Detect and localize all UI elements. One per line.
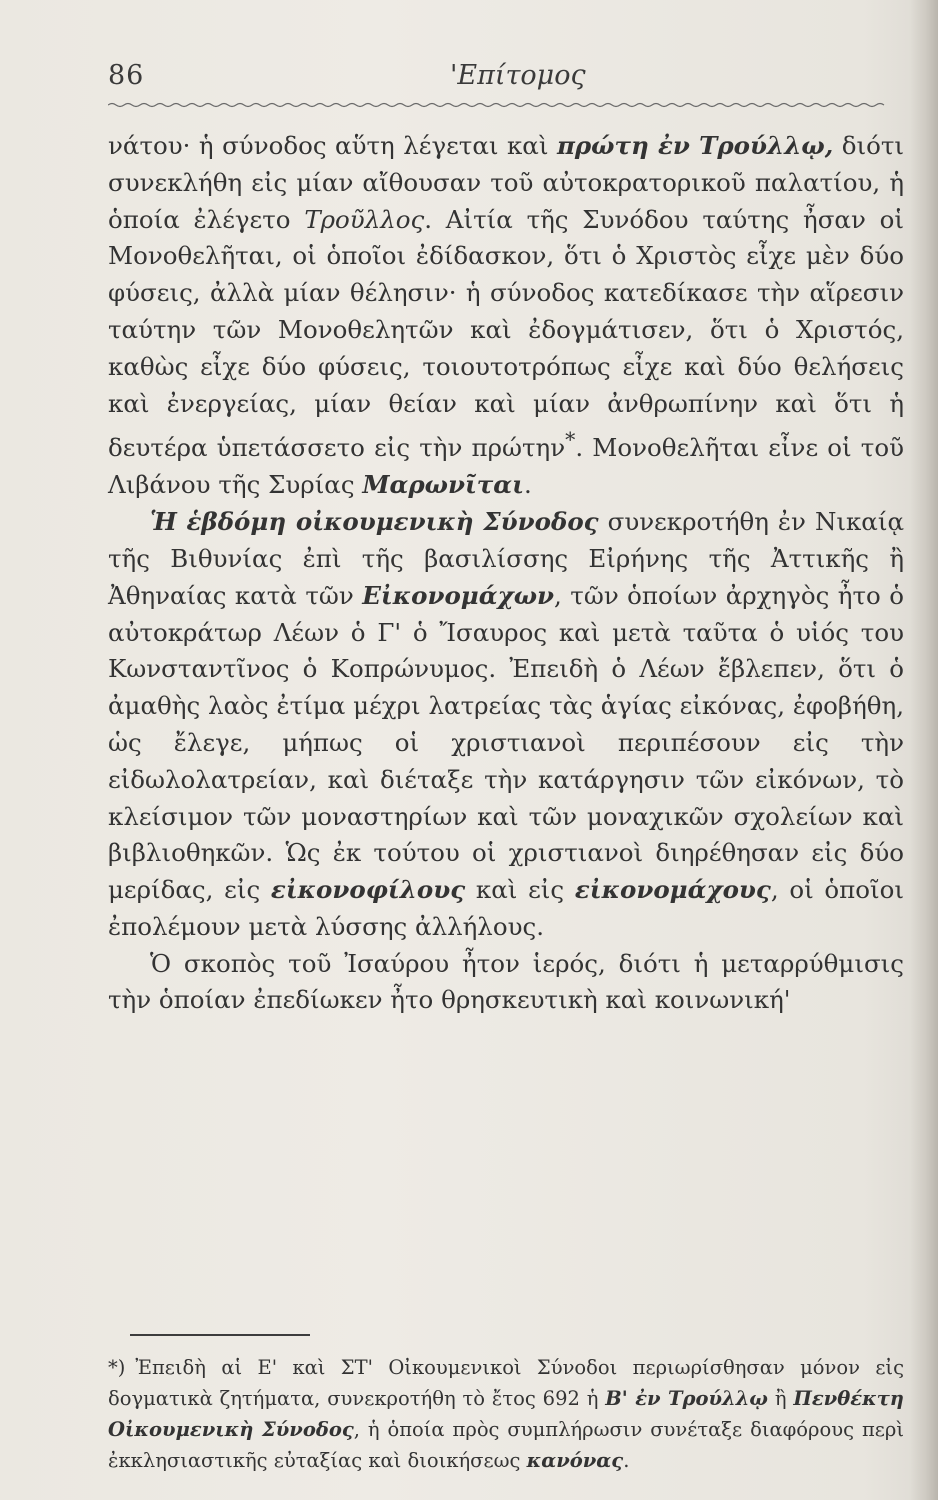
paragraph-trullo-council bbox=[108, 128, 904, 504]
page-edge-shadow bbox=[910, 0, 938, 1500]
text-span: συνεκροτήθη ἐν Νικαίᾳ τῆς Βιθυνίας ἐπὶ τῆς βασιλίσσης Εἰρήνης τῆς Ἀττικῆς ἢ Ἀθηναίας κατὰ τῶν bbox=[108, 507, 904, 610]
running-head bbox=[108, 58, 886, 98]
page-number: 86 bbox=[108, 60, 145, 91]
emphasis-text: κανόνας bbox=[526, 1449, 624, 1472]
footnote-divider bbox=[130, 1334, 310, 1336]
emphasis-text: εἰκονοφίλους bbox=[270, 875, 466, 905]
text-span: ἢ bbox=[767, 1387, 794, 1410]
body-text bbox=[108, 128, 904, 1019]
text-span: διότι συνεκλήθη εἰς μίαν αἴθουσαν τοῦ αὐτοκρατορικοῦ παλατίου, ἡ ὁποία ἐλέγετο bbox=[108, 131, 904, 234]
text-span: , οἱ ὁποῖοι ἐπολέμουν μετὰ λύσσης ἀλλήλους. bbox=[108, 875, 904, 941]
text-span: . Μονοθελῆται εἶνε οἱ τοῦ Λιβάνου τῆς Συρίας bbox=[108, 433, 904, 500]
text-span: . bbox=[623, 1449, 630, 1472]
emphasis-text: Πενθέκτη Οἰκουμενικὴ Σύνοδος bbox=[108, 1387, 904, 1441]
footnote bbox=[108, 1352, 904, 1476]
emphasis-text: Ἡ ἑβδόμη οἰκουμενικὴ Σύνοδος bbox=[150, 507, 599, 537]
italic-text: Τροῦλλος bbox=[304, 204, 425, 234]
text-span: . Αἰτία τῆς Συνόδου ταύτης ἦσαν οἱ Μονοθελῆται, οἱ ὁποῖοι ἐδίδασκον, ὅτι ὁ Χριστὸς εἶχε μὲν δύο φύσεις, ἀλλὰ μίαν θέλησιν· ἡ σύνοδος κατεδίκασε τὴν αἵρεσιν ταύτην τῶν Μονοθελητῶν καὶ ἐδογμάτισεν, ὅτι ὁ Χριστός, καθὼς εἶχε δύο φύσεις, τοιουτοτρόπως εἶχε καὶ δύο θελήσεις καὶ ἐνεργείας, μίαν θείαν καὶ μίαν ἀνθρωπίνην καὶ ὅτι ἡ δευτέρα ὑπετάσσετο εἰς τὴν πρώτην bbox=[108, 204, 904, 463]
text-span: Ἐπειδὴ αἱ Ε' καὶ ΣΤ' Οἰκουμενικοὶ Σύνοδοι περιωρίσθησαν μόνον εἰς δογματικὰ ζητήματα, συνεκροτήθη τὸ ἔτος 692 ἡ bbox=[108, 1356, 904, 1410]
text-span: καὶ εἰς bbox=[465, 875, 575, 905]
text-span: . bbox=[524, 470, 532, 500]
text-span: , ἡ ὁποία πρὸς συμπλήρωσιν συνέταξε διαφόρους περὶ ἐκκλησιαστικῆς εὐταξίας καὶ διοικήσεως bbox=[108, 1418, 904, 1472]
footnotes bbox=[108, 1352, 904, 1476]
footnote-reference: * bbox=[565, 428, 576, 453]
emphasis-text: πρώτη ἐν Τρούλλῳ, bbox=[556, 131, 834, 160]
running-title: 'Επίτομος bbox=[450, 60, 586, 91]
emphasis-text: εἰκονομάχους bbox=[574, 875, 771, 905]
emphasis-text: Μαρωνῖται bbox=[362, 470, 525, 500]
paragraph-seventh-council bbox=[108, 504, 904, 946]
emphasis-text: Εἰκονομάχων bbox=[362, 580, 555, 610]
emphasis-text: Β' ἐν Τρούλλῳ bbox=[605, 1387, 768, 1410]
paragraph-isaurian-purpose: Ὁ σκοπὸς τοῦ Ἰσαύρου ἦτον ἱερός, διότι ἡ μεταρρύθμισις τὴν ὁποίαν ἐπεδίωκεν ἦτο θρησκευτικὴ καὶ κοινωνική' bbox=[108, 948, 904, 1015]
text-span: , τῶν ὁποίων ἀρχηγὸς ἦτο ὁ αὐτοκράτωρ Λέων ὁ Γ' ὁ Ἴσαυρος καὶ μετὰ ταῦτα ὁ υἱός του Κωνσταντῖνος ὁ Κοπρώνυμος. Ἐπειδὴ ὁ Λέων ἔβλεπεν, ὅτι ὁ ἀμαθὴς λαὸς ἐτίμα μέχρι λατρείας τὰς ἁγίας εἰκόνας, ἐφοβήθη, ὡς ἔλεγε, μήπως οἱ χριστιανοὶ περιπέσουν εἰς τὴν εἰδωλολατρείαν, καὶ διέταξε τὴν κατάργησιν τῶν εἰκόνων, τὸ κλείσιμον τῶν μοναστηρίων καὶ τῶν μοναχικῶν σχολείων καὶ βιβλιοθηκῶν. Ὡς ἐκ τούτου οἱ χριστιανοὶ διηρέθησαν εἰς δύο μερίδας, εἰς bbox=[108, 580, 904, 905]
text-span: νάτου· ἡ σύνοδος αὕτη λέγεται καὶ bbox=[108, 131, 557, 160]
wavy-header-rule bbox=[108, 102, 888, 108]
footnote-marker: *) bbox=[108, 1356, 126, 1379]
